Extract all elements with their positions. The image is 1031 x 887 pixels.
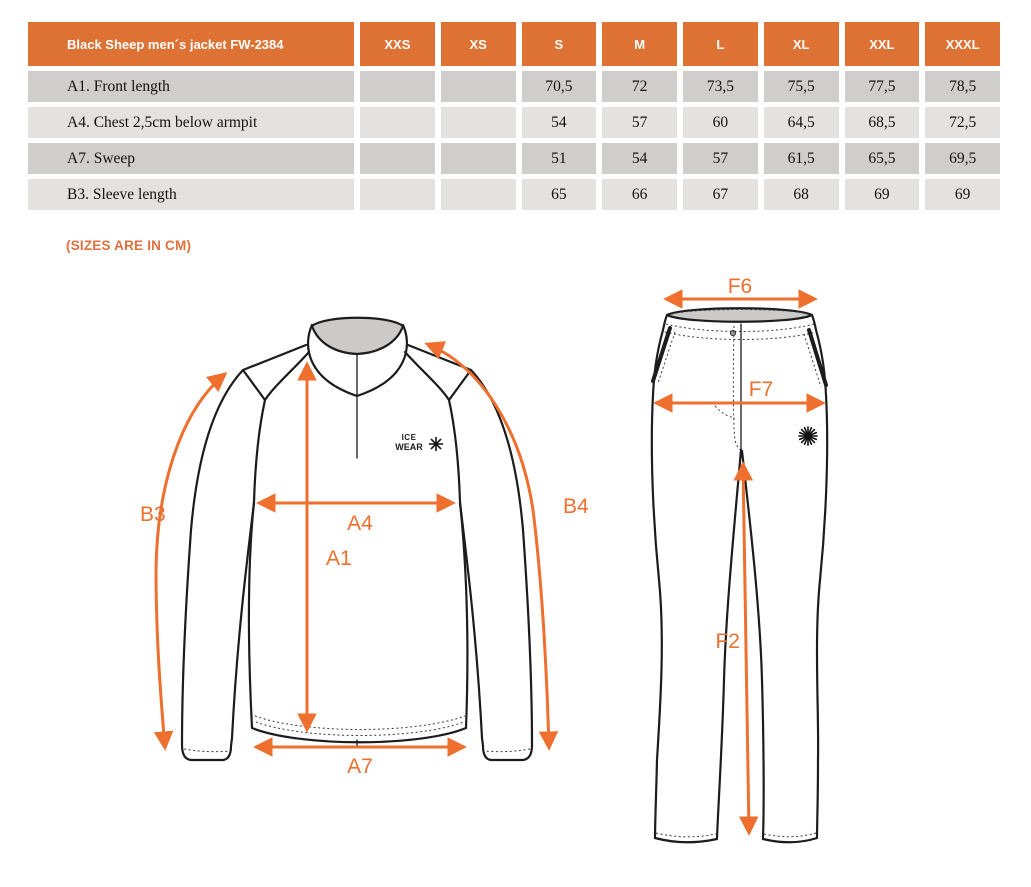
- size-header-xxl: XXL: [845, 22, 920, 66]
- measurement-cell: 69,5: [925, 143, 1000, 174]
- row-label: A7. Sweep: [28, 143, 354, 174]
- measurement-cell: 67: [683, 179, 758, 210]
- f7-label: F7: [748, 378, 774, 401]
- measurement-cell: 72: [602, 71, 677, 102]
- icewear-logo: [395, 433, 442, 452]
- size-header-xs: XS: [441, 22, 516, 66]
- jacket-measurements: [140, 344, 589, 778]
- measurement-cell: 77,5: [845, 71, 920, 102]
- logo-line2: WEAR: [395, 442, 423, 452]
- measurement-cell: [360, 107, 435, 138]
- measurement-cell: 70,5: [522, 71, 597, 102]
- measurement-cell: 65,5: [845, 143, 920, 174]
- measurement-cell: [441, 179, 516, 210]
- measurement-cell: 54: [522, 107, 597, 138]
- pants-outline: [652, 308, 827, 842]
- measurement-cell: 68: [764, 179, 839, 210]
- collar-inside: [312, 318, 403, 354]
- measurement-cell: [360, 143, 435, 174]
- size-header-l: L: [683, 22, 758, 66]
- measurement-cell: 72,5: [925, 107, 1000, 138]
- measurement-cell: [441, 107, 516, 138]
- measurement-cell: 69: [845, 179, 920, 210]
- measurement-cell: [441, 143, 516, 174]
- row-label: B3. Sleeve length: [28, 179, 354, 210]
- table-row-sweep: [28, 143, 1000, 174]
- b4-label: B4: [563, 495, 589, 518]
- measurement-cell: 51: [522, 143, 597, 174]
- measurement-cell: 78,5: [925, 71, 1000, 102]
- measurement-cell: 66: [602, 179, 677, 210]
- table-row-sleeve-length: [28, 179, 1000, 210]
- table-row-front-length: [28, 71, 1000, 102]
- pants-diagram: [630, 275, 870, 870]
- b3-label: B3: [140, 503, 166, 526]
- measurement-cell: 75,5: [764, 71, 839, 102]
- row-label: A1. Front length: [28, 71, 354, 102]
- size-header-xl: XL: [764, 22, 839, 66]
- measurement-cell: 57: [683, 143, 758, 174]
- b3-arrow: [156, 374, 225, 748]
- a1-label: A1: [326, 547, 352, 570]
- size-header-m: M: [602, 22, 677, 66]
- measurement-cell: 61,5: [764, 143, 839, 174]
- f2-arrow: [743, 464, 749, 833]
- size-header-xxs: XXS: [360, 22, 435, 66]
- jacket-diagram: [135, 300, 600, 785]
- a7-label: A7: [347, 755, 373, 778]
- waist-button: [730, 330, 735, 335]
- pants-measurements: [656, 275, 823, 833]
- measurement-cell: [441, 71, 516, 102]
- measurement-cell: 57: [602, 107, 677, 138]
- snowflake-icon: [430, 438, 443, 451]
- measurement-cell: 54: [602, 143, 677, 174]
- size-header-xxxl: XXXL: [925, 22, 1000, 66]
- measurement-cell: 60: [683, 107, 758, 138]
- measurement-cell: 65: [522, 179, 597, 210]
- a4-label: A4: [347, 512, 373, 535]
- f2-label: F2: [715, 630, 740, 653]
- snowflake-icon: [799, 427, 817, 445]
- logo-line1: ICE: [401, 433, 417, 442]
- waist-inside: [667, 308, 812, 322]
- table-row-chest: [28, 107, 1000, 138]
- table-title: Black Sheep men´s jacket FW-2384: [28, 22, 354, 66]
- measurement-cell: 69: [925, 179, 1000, 210]
- row-label: A4. Chest 2,5cm below armpit: [28, 107, 354, 138]
- measurement-cell: 73,5: [683, 71, 758, 102]
- f6-label: F6: [727, 275, 753, 298]
- measurement-cell: [360, 179, 435, 210]
- size-table: [22, 17, 1006, 215]
- size-header-s: S: [522, 22, 597, 66]
- measurement-cell: 64,5: [764, 107, 839, 138]
- table-header-row: [28, 22, 1000, 66]
- units-note: (SIZES ARE IN CM): [66, 238, 192, 253]
- measurement-cell: 68,5: [845, 107, 920, 138]
- measurement-cell: [360, 71, 435, 102]
